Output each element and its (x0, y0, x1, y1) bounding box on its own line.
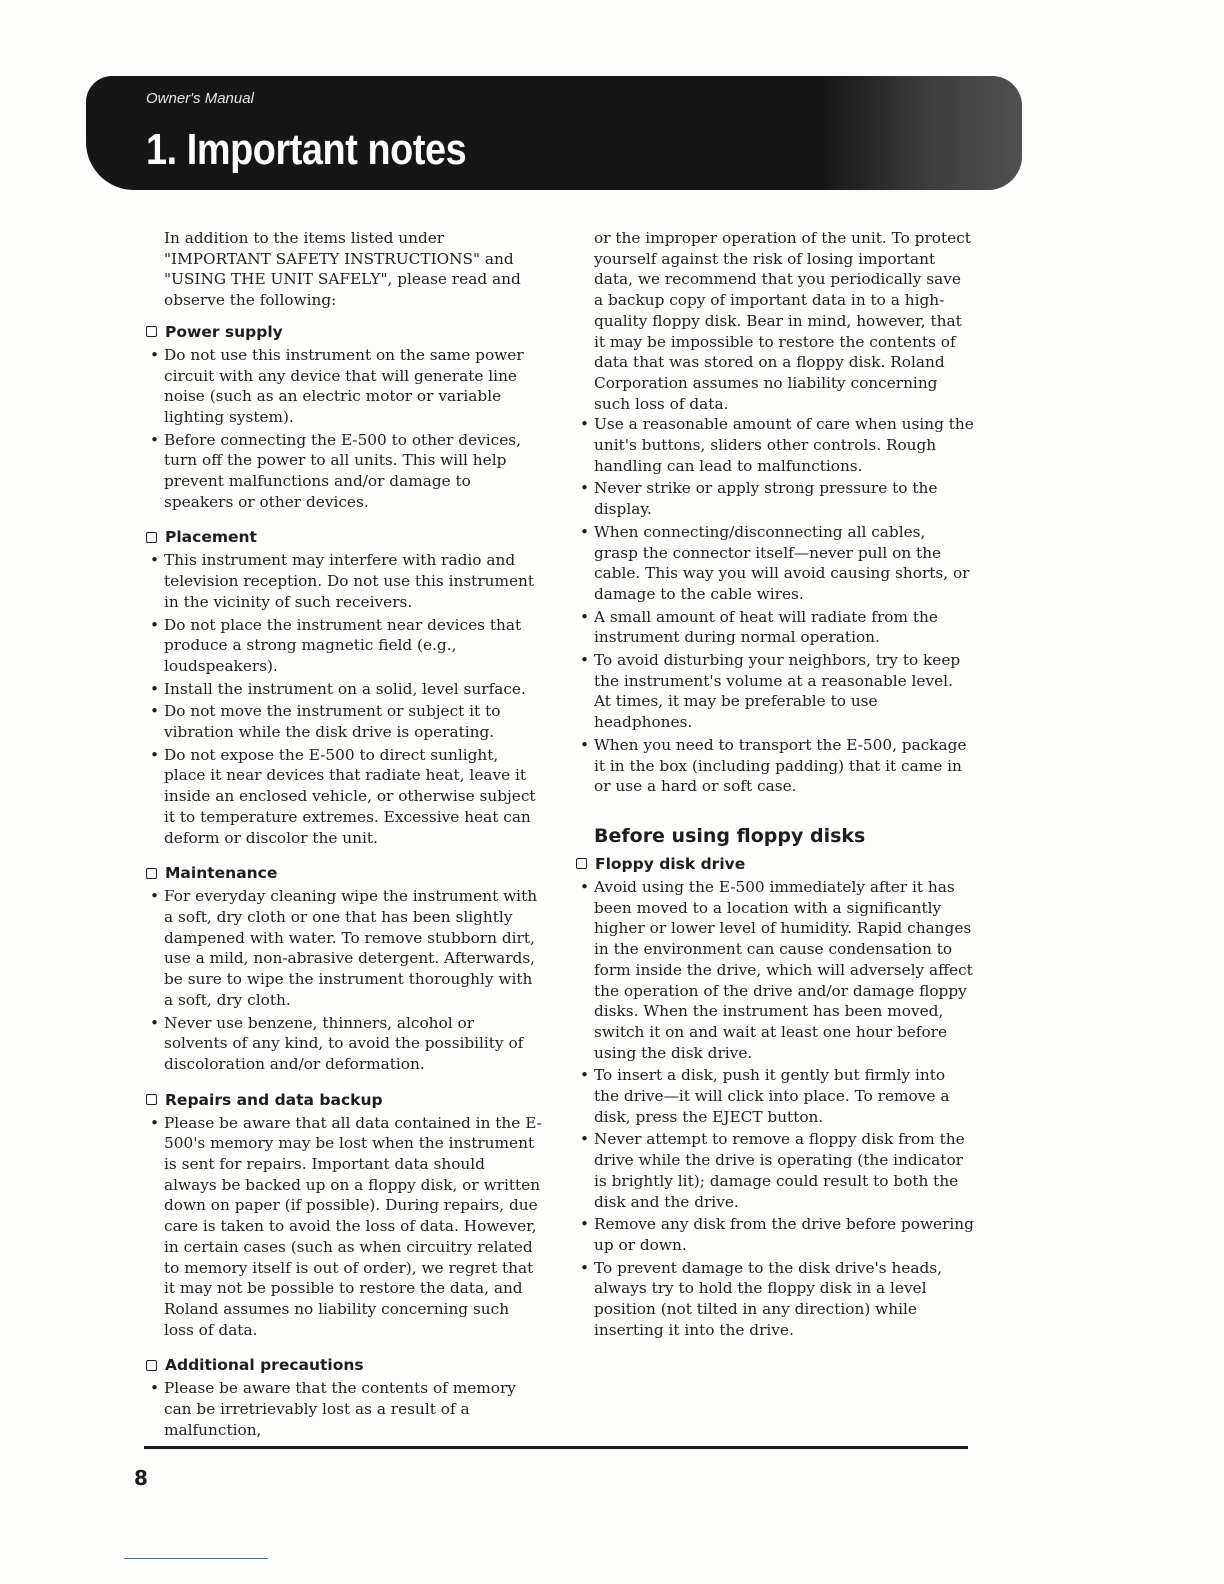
section-title: Repairs and data backup (165, 1090, 383, 1109)
list-item: • Do not move the instrument or subject it to vibration while the disk drive is operating. (146, 701, 542, 742)
header-band-fade (822, 76, 1022, 190)
scan-artifact-line (124, 1558, 268, 1559)
list-item: • Do not expose the E-500 to direct sunlight, place it near devices that radiate heat, leave it inside an enclosed vehicle, or otherwise subject it to temperature extremes. Excessive heat can deform or discolor the unit. (146, 745, 542, 849)
list-item: • For everyday cleaning wipe the instrument with a soft, dry cloth or one that has been slightly dampened with water. To remove stubborn dirt, use a mild, non-abrasive detergent. Afterwards, be sure to wipe the instrument thoroughly with a soft, dry cloth. (146, 886, 542, 1010)
bullet-list (576, 414, 974, 797)
list-item: • Never attempt to remove a floppy disk from the drive while the drive is operating (the indicator is brightly lit); damage could result to both the disk and the drive. (576, 1129, 974, 1212)
list-item: • Never strike or apply strong pressure to the display. (576, 478, 974, 519)
section-heading (146, 1089, 542, 1111)
left-column (146, 228, 542, 1454)
bullet-list (146, 345, 542, 513)
page-number: 8 (134, 1466, 148, 1490)
chapter-header-band (86, 76, 1022, 190)
list-item: • Do not place the instrument near devices that produce a strong magnetic field (e.g., loudspeakers). (146, 615, 542, 677)
list-item: • Remove any disk from the drive before powering up or down. (576, 1214, 974, 1255)
section-heading (146, 1354, 542, 1376)
bullet-list (146, 1113, 542, 1341)
section-additional-precautions (146, 1354, 542, 1440)
section-heading (576, 853, 974, 875)
continued-paragraph: or the improper operation of the unit. To protect yourself against the risk of losing important data, we recommend that you periodically save a backup copy of important data in to a high-quality floppy disk. Bear in mind, however, that it may be impossible to restore the contents of data that was stored on a floppy disk. Roland Corporation assumes no liability concerning such loss of data. (594, 229, 971, 413)
list-item: • Avoid using the E-500 immediately after it has been moved to a location with a significantly higher or lower level of humidity. Rapid changes in the environment can cause condensation to form inside the drive, which will adversely affect the operation of the drive and/or damage floppy disks. When the instrument has been moved, switch it on and wait at least one hour before using the disk drive. (576, 877, 974, 1063)
section-heading (146, 862, 542, 884)
list-item: • Please be aware that all data contained in the E-500's memory may be lost when the instrument is sent for repairs. Important data should always be backed up on a floppy disk, or written down on paper (if possible). During repairs, due care is taken to avoid the loss of data. However, in certain cases (such as when circuitry related to memory itself is out of order), we regret that it may not be possible to restore the data, and Roland assumes no liability concerning such loss of data. (146, 1113, 542, 1341)
list-item: • Before connecting the E-500 to other devices, turn off the power to all units. This will help prevent malfunctions and/or damage to speakers or other devices. (146, 430, 542, 513)
section-heading (146, 321, 542, 343)
section-power-supply (146, 321, 542, 513)
list-item: • Install the instrument on a solid, level surface. (146, 679, 542, 700)
list-item: • A small amount of heat will radiate from the instrument during normal operation. (576, 607, 974, 648)
list-item: • When connecting/disconnecting all cables, grasp the connector itself—never pull on the cable. This way you will avoid causing shorts, or damage to the cable wires. (576, 522, 974, 605)
section-title: Placement (165, 528, 257, 547)
intro-paragraph: In addition to the items listed under "IMPORTANT SAFETY INSTRUCTIONS" and "USING THE UNIT SAFELY", please read and observe the following: (164, 229, 521, 310)
checkbox-square-icon (576, 858, 587, 869)
list-item: • This instrument may interfere with radio and television reception. Do not use this instrument in the vicinity of such receivers. (146, 550, 542, 612)
bullet-list (576, 877, 974, 1340)
section-repairs (146, 1089, 542, 1341)
list-item: • Do not use this instrument on the same power circuit with any device that will generate line noise (such as an electric motor or variable lighting system). (146, 345, 542, 428)
section-placement (146, 526, 542, 848)
right-column (576, 228, 974, 1354)
list-item: • Never use benzene, thinners, alcohol or solvents of any kind, to avoid the possibility of discoloration and/or deformation. (146, 1013, 542, 1075)
footer-rule (144, 1446, 968, 1449)
checkbox-square-icon (146, 1094, 157, 1105)
section-heading (146, 526, 542, 548)
section-title: Maintenance (165, 864, 278, 883)
floppy-disks-heading: Before using floppy disks (594, 824, 866, 847)
list-item: • To insert a disk, push it gently but firmly into the drive—it will click into place. To remove a disk, press the EJECT button. (576, 1065, 974, 1127)
checkbox-square-icon (146, 1360, 157, 1371)
list-item: • Please be aware that the contents of memory can be irretrievably lost as a result of a malfunction, (146, 1378, 542, 1440)
bullet-list (146, 886, 542, 1074)
checkbox-square-icon (146, 868, 157, 879)
section-maintenance (146, 862, 542, 1074)
bullet-list (146, 550, 542, 848)
list-item: • Use a reasonable amount of care when using the unit's buttons, sliders other controls. Rough handling can lead to malfunctions. (576, 414, 974, 476)
section-title: Floppy disk drive (595, 854, 746, 873)
list-item: • To prevent damage to the disk drive's heads, always try to hold the floppy disk in a level position (not tilted in any direction) while inserting it into the drive. (576, 1258, 974, 1341)
bullet-list (146, 1378, 542, 1440)
list-item: • When you need to transport the E-500, package it in the box (including padding) that it came in or use a hard or soft case. (576, 735, 974, 797)
section-title: Additional precautions (165, 1356, 364, 1375)
checkbox-square-icon (146, 532, 157, 543)
section-title: Power supply (165, 322, 283, 341)
list-item: • To avoid disturbing your neighbors, try to keep the instrument's volume at a reasonable level. At times, it may be preferable to use headphones. (576, 650, 974, 733)
chapter-title: 1. Important notes (146, 125, 467, 174)
section-floppy-disk-drive (576, 853, 974, 1340)
manual-label: Owner's Manual (146, 90, 254, 107)
checkbox-square-icon (146, 326, 157, 337)
